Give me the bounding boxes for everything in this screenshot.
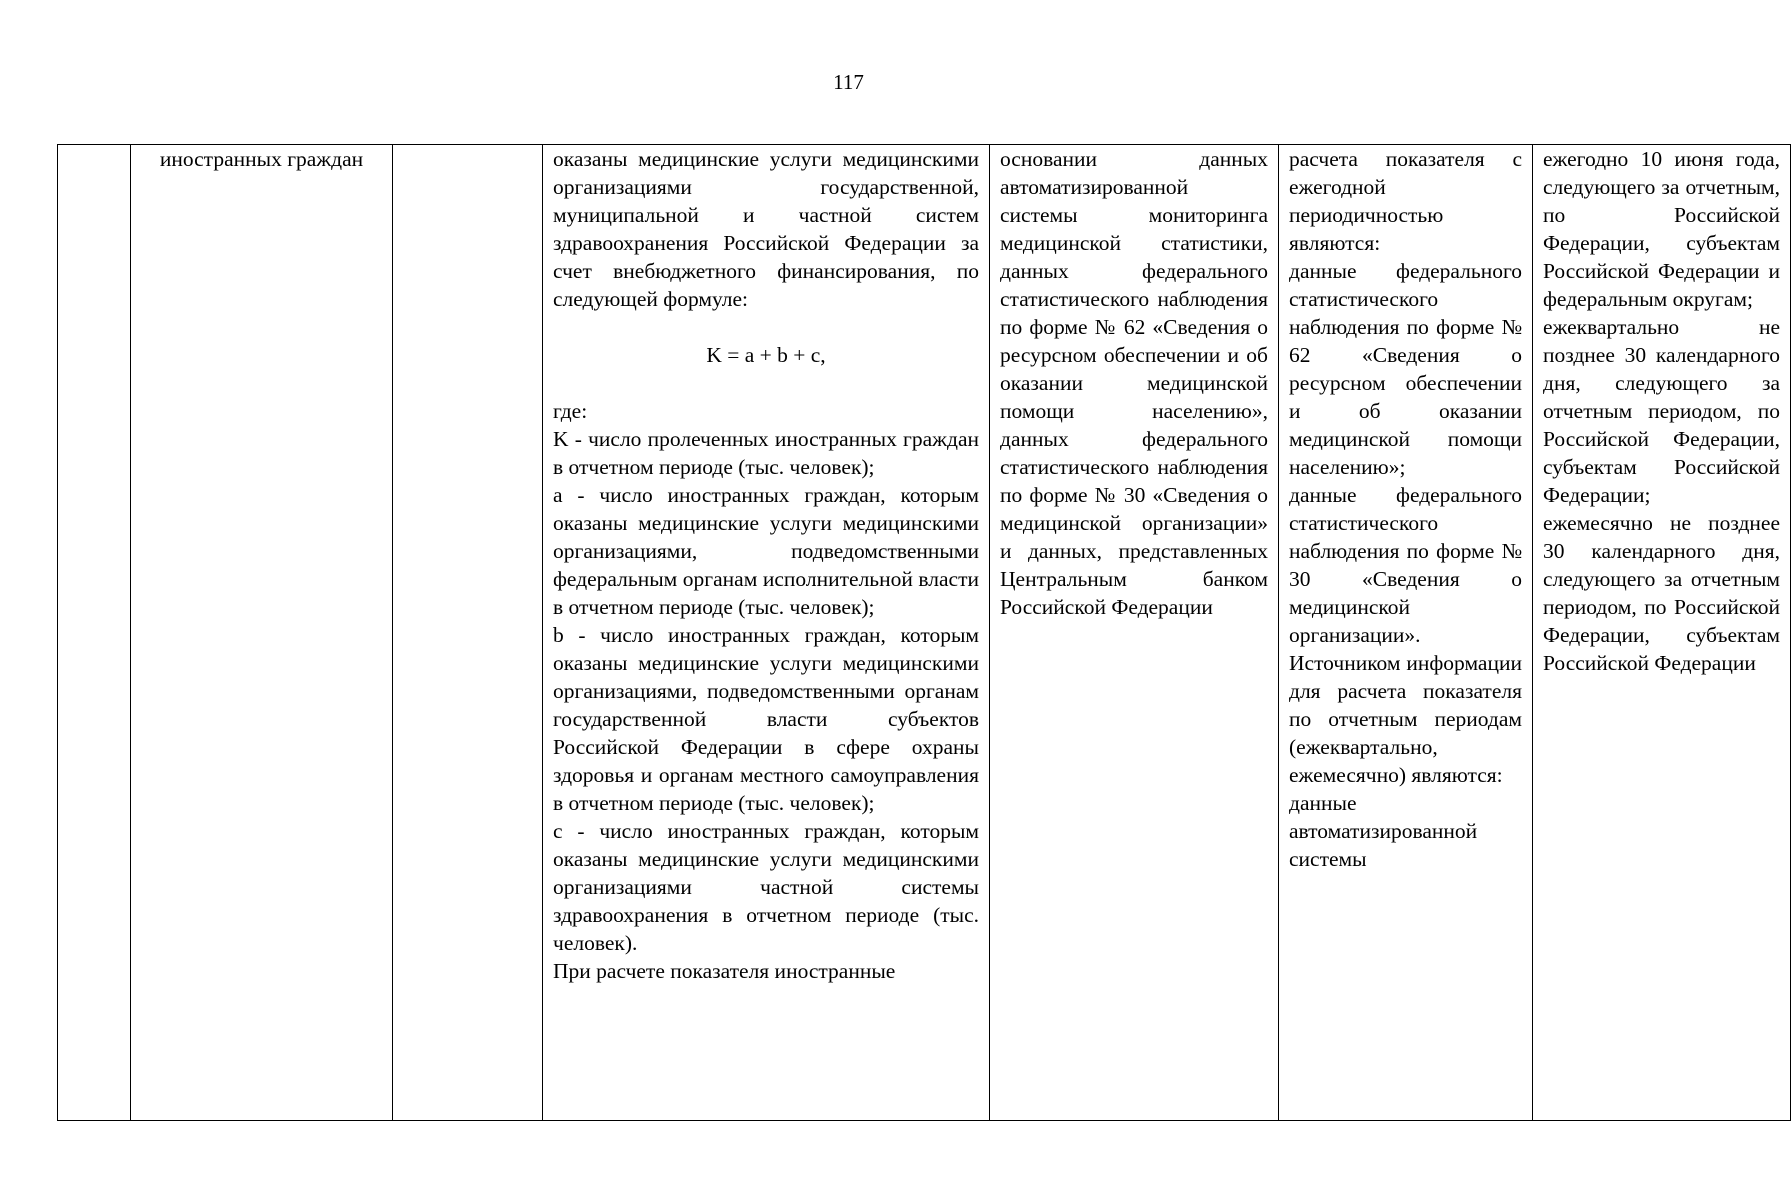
method-where: где: [553,399,588,423]
term-paragraph-3: ежемесячно не позднее 30 календарного дня, следующего за отчетным периодом, по Российской Федерации, субъектам Российской Федерации [1543,511,1780,675]
source-text: основании данных автоматизированной системы мониторинга медицинской статистики, данных федерального статистического наблюдения по форме № 62 «Сведения о ресурсном обеспечении и об оказании медицинской помощи населению», данных федерального статистического наблюдения по форме № 30 «Сведения о медицинской организации» и данных, представленных Центральным банком Российской Федерации [1000,147,1268,619]
spacer [553,369,979,397]
indicator-name-text: иностранных граждан [159,147,364,171]
variable-b-definition: b - число иностранных граждан, которым оказаны медицинские услуги медицинскими организациями, подведомственными органам государственной власти субъектов Российской Федерации в сфере охраны здоровья и органам местного самоуправления в отчетном периоде (тыс. человек); [553,623,979,815]
variable-k-definition: K - число пролеченных иностранных граждан в отчетном периоде (тыс. человек); [553,427,979,479]
info-paragraph-3: данные федерального статистического наблюдения по форме № 30 «Сведения о медицинской организации». [1289,483,1522,647]
info-paragraph-1: расчета показателя с ежегодной периодичностью являются: [1289,147,1522,255]
cell-number [58,145,131,1121]
cell-data-source [990,145,1279,1121]
variable-a-definition: a - число иностранных граждан, которым оказаны медицинские услуги медицинскими организациями, подведомственными федеральным органам исполнительной власти в отчетном периоде (тыс. человек); [553,483,979,619]
method-intro: оказаны медицинские услуги медицинскими организациями государственной, муниципальной и частной систем здравоохранения Российской Федерации за счет внебюджетного финансирования, по следующей формуле: [553,147,979,311]
cell-unit [393,145,543,1121]
info-paragraph-5: данные автоматизированной системы [1289,791,1478,871]
info-paragraph-4: Источником информации для расчета показателя по отчетным периодам (ежеквартально, ежемесячно) являются: [1289,651,1522,787]
term-paragraph-1: ежегодно 10 июня года, следующего за отчетным, по Российской Федерации, субъектам Российской Федерации и федеральным округам; [1543,147,1780,311]
cell-calculation-method [543,145,990,1121]
cell-reporting-term [1533,145,1791,1121]
variable-c-definition: c - число иностранных граждан, которым оказаны медицинские услуги медицинскими организациями частной системы здравоохранения в отчетном периоде (тыс. человек). [553,819,979,955]
indicator-table [57,144,1791,1121]
formula: K = a + b + c, [706,343,826,367]
cell-indicator-name [131,145,393,1121]
term-paragraph-2: ежеквартально не позднее 30 календарного дня, следующего за отчетным периодом, по Российской Федерации, субъектам Российской Федерации; [1543,315,1780,507]
cell-information-source [1279,145,1533,1121]
info-paragraph-2: данные федерального статистического наблюдения по форме № 62 «Сведения о ресурсном обеспечении и об оказании медицинской помощи населению»; [1289,259,1522,479]
table-row [58,145,1791,1121]
method-tail: При расчете показателя иностранные [553,959,896,983]
spacer [553,313,979,341]
page-number: 117 [833,70,864,94]
